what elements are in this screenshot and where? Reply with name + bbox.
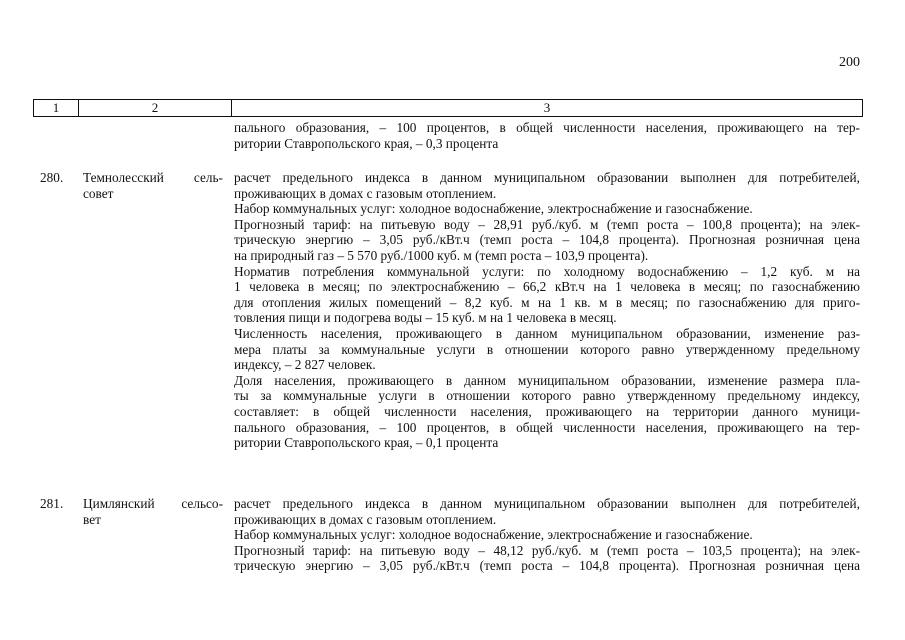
- entry-name-line: вет: [83, 511, 101, 527]
- text-line: проживающих в домах с газовым отоплением.: [234, 511, 497, 527]
- entry-description: [234, 170, 860, 451]
- text-line: Набор коммунальных услуг: холодное водоснабжение, электроснабжение и газоснабжение.: [234, 527, 753, 543]
- column-header-3: 3: [543, 100, 551, 115]
- entry-number: 281.: [40, 496, 64, 511]
- text-line: ритории Ставропольского края, – 0,3 процента: [234, 135, 499, 151]
- paragraph: [234, 326, 860, 373]
- entry-name-line: совет: [83, 185, 114, 201]
- text-line: расчет предельного индекса в данном муниципальном образовании выполнен для потребителей,: [234, 170, 860, 185]
- continuation-text: [234, 120, 860, 151]
- entry-name: [83, 170, 223, 201]
- text-line: ритории Ставропольского края, – 0,1 процента: [234, 435, 499, 451]
- text-line: Прогнозный тариф: на питьевую воду – 48,12 руб./куб. м (темп роста – 103,5 процента); на элек-: [234, 542, 860, 558]
- text-line: трическую энергию – 3,05 руб./кВт.ч (темп роста – 104,8 процента). Прогнозная розничная цена: [234, 232, 860, 248]
- column-header-1: 1: [34, 100, 79, 116]
- page-number: 200: [839, 55, 860, 70]
- paragraph: [234, 201, 860, 217]
- text-line: на природный газ – 5 570 руб./1000 куб. м (темп роста – 103,9 процента).: [234, 247, 649, 263]
- paragraph: [234, 217, 860, 264]
- text-line: Набор коммунальных услуг: холодное водоснабжение, электроснабжение и газоснабжение.: [234, 201, 753, 217]
- paragraph: [234, 543, 860, 574]
- text-line: пального образования, – 100 процентов, в общей численности населения, проживающего на тер-: [234, 419, 860, 435]
- paragraph: [234, 527, 860, 543]
- paragraph: [234, 373, 860, 451]
- text-line: Численность населения, проживающего в данном муниципальном образовании, изменение раз-: [234, 325, 860, 341]
- paragraph: [234, 496, 860, 527]
- text-line: составляет: в общей численности населения, проживающего на территории данного муници-: [234, 403, 860, 419]
- text-line: 1 человека в месяц; по электроснабжению – 66,2 кВт.ч на 1 человека в месяц; по газоснабжению: [234, 279, 860, 295]
- table-header-row: [33, 99, 863, 117]
- text-line: ты за коммунальные услуги в отношении которого равно утвержденному предельному индексу,: [234, 388, 860, 404]
- text-line: трическую энергию – 3,05 руб./кВт.ч (темп роста – 104,8 процента). Прогнозная розничная цена: [234, 558, 860, 574]
- text-line: Прогнозный тариф: на питьевую воду – 28,91 руб./куб. м (темп роста – 100,8 процента); на элек-: [234, 216, 860, 232]
- text-line: для отопления жилых помещений – 8,2 куб. м на 1 кв. м в месяц; по газоснабжению для приго-: [234, 294, 860, 310]
- text-line: проживающих в домах с газовым отоплением.: [234, 185, 497, 201]
- paragraph: [234, 170, 860, 201]
- text-line: товления пищи и подогрева воды – 15 куб. м на 1 человека в месяц.: [234, 310, 617, 326]
- text-line: индексу, – 2 827 человек.: [234, 357, 376, 373]
- text-line: Доля населения, проживающего в данном муниципальном образовании, изменение размера пла-: [234, 372, 860, 388]
- column-header-2: 2: [79, 100, 232, 116]
- paragraph: [234, 264, 860, 326]
- entry-description: [234, 496, 860, 574]
- entry-name: [83, 496, 223, 527]
- text-line: мера платы за коммунальные услуги в отношении которого равно утвержденному предельному: [234, 341, 860, 357]
- text-line: расчет предельного индекса в данном муниципальном образовании выполнен для потребителей,: [234, 496, 860, 511]
- entry-number: 280.: [40, 170, 64, 185]
- entry-name-line: Цимлянский сельсо-: [83, 496, 223, 511]
- text-line: Норматив потребления коммунальной услуги: по холодному водоснабжению – 1,2 куб. м на: [234, 263, 860, 279]
- text-line: пального образования, – 100 процентов, в общей численности населения, проживающего на тер-: [234, 120, 860, 135]
- entry-name-line: Темнолесский сель-: [83, 170, 223, 185]
